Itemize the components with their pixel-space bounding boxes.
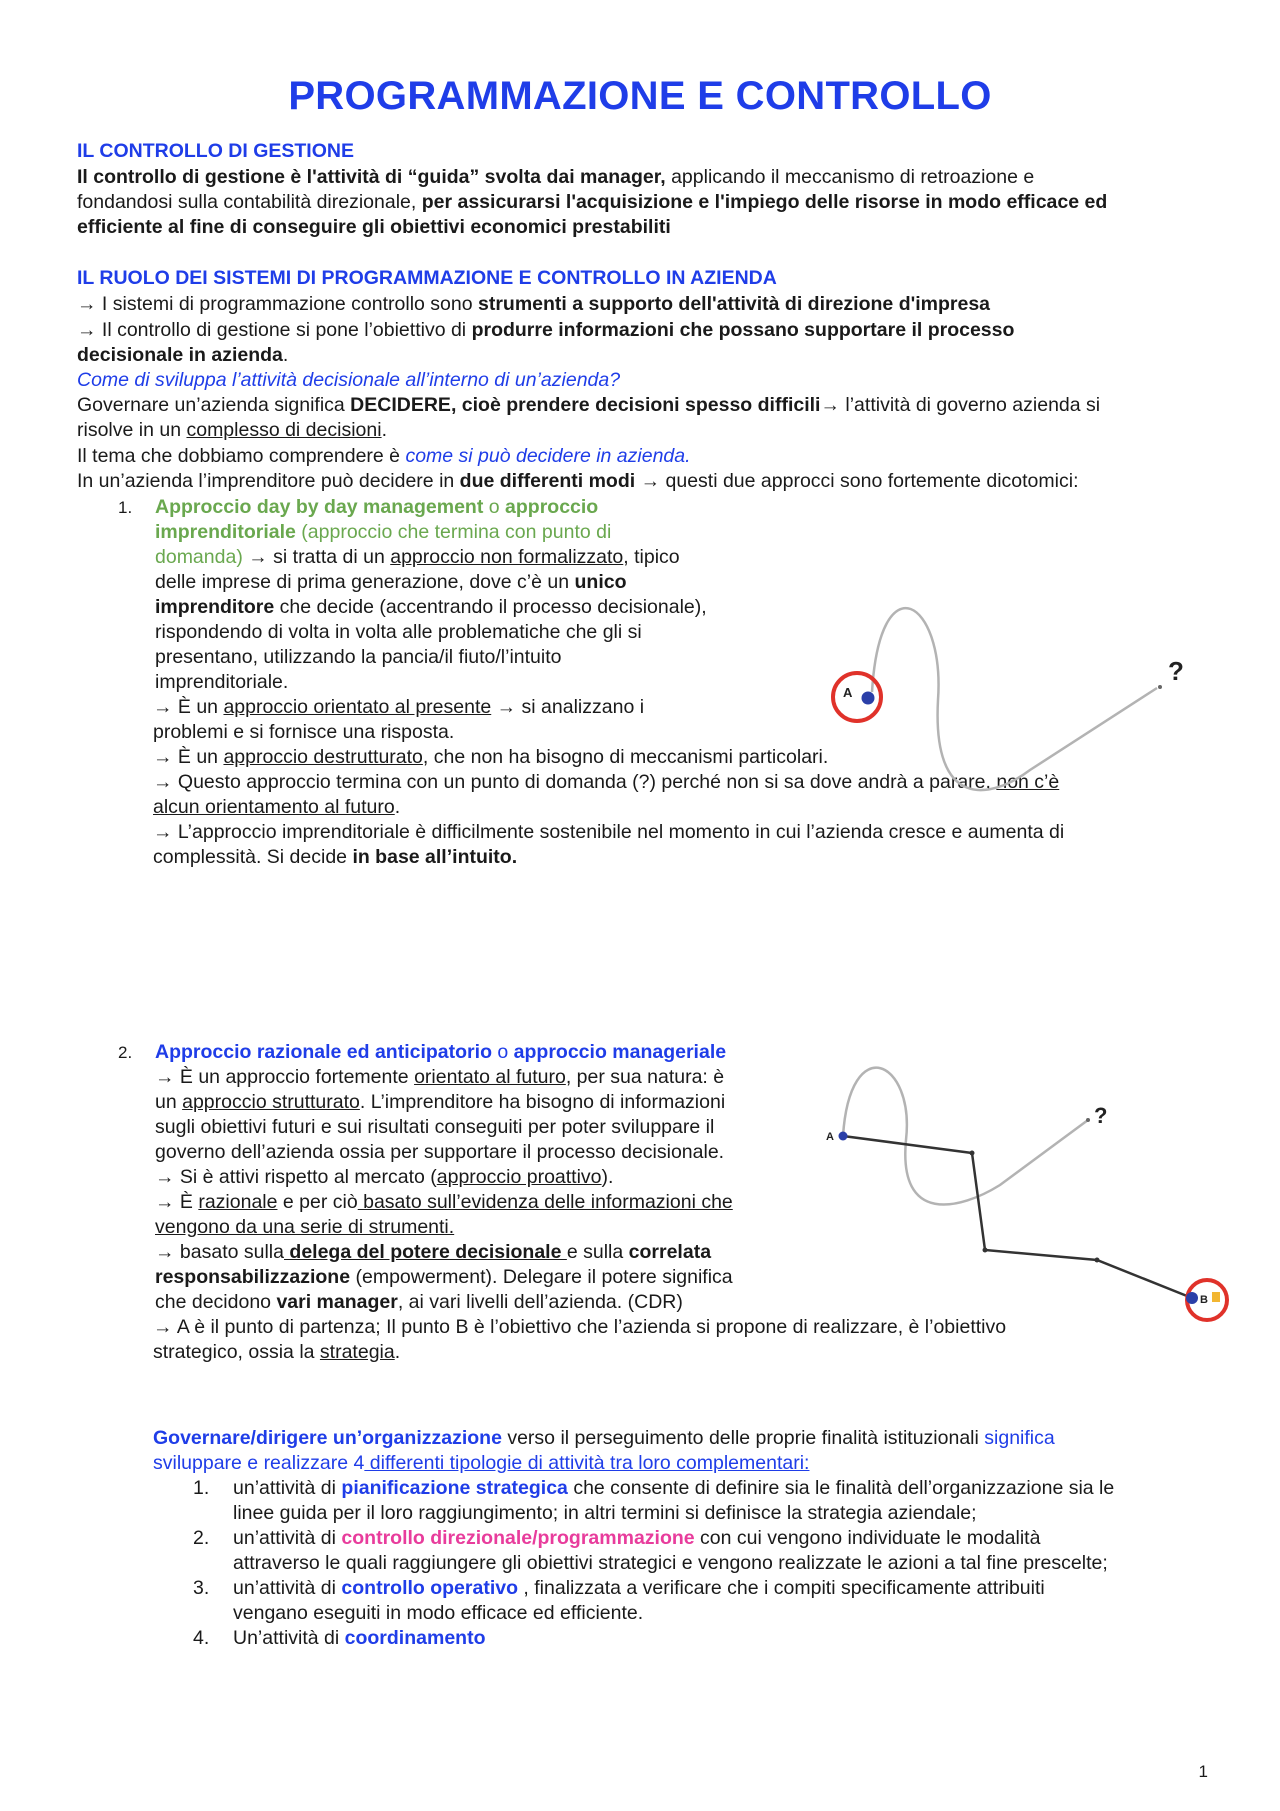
list-item: un’attività di controllo direzionale/programmazione con cui vengono individuate le modalità xyxy=(233,1527,1041,1549)
paragraph-line: complessità. Si decide in base all’intuito. xyxy=(153,846,518,868)
list-number: 1. xyxy=(118,498,133,517)
target-marker xyxy=(1212,1292,1220,1302)
approach2-title: Approccio razionale ed anticipatorio o approccio manageriale xyxy=(155,1041,727,1063)
paragraph-line: fondandosi sulla contabilità direzionale, per assicurarsi l'acquisizione e l'impiego delle risorse in modo efficace ed xyxy=(77,191,1108,213)
approach1-title: Approccio day by day management o approccio xyxy=(155,496,599,518)
paragraph-line: sviluppare e realizzare 4 differenti tipologie di attività tra loro complementari: xyxy=(153,1452,810,1474)
paragraph-line: imprenditoriale (approccio che termina con punto di xyxy=(155,521,612,543)
paragraph-line: Il controllo di gestione è l'attività di “guida” svolta dai manager, applicando il meccanismo di retroazione e xyxy=(77,166,1035,188)
list-item-cont: vengano eseguiti in modo efficace ed efficiente. xyxy=(233,1602,644,1624)
list-number: 2. xyxy=(118,1043,133,1062)
paragraph-line: → I sistemi di programmazione controllo sono strumenti a supporto dell'attività di direzione d'impresa xyxy=(77,293,991,315)
page-title: PROGRAMMAZIONE E CONTROLLO xyxy=(288,74,992,118)
paragraph-line: governo dell’azienda ossia per supportare il processo decisionale. xyxy=(155,1141,725,1163)
list-item-cont: linee guida per il loro raggiungimento; in altri termini si definisce la strategia aziendale; xyxy=(233,1502,977,1524)
paragraph-line: alcun orientamento al futuro. xyxy=(153,796,401,818)
diagram-approach1 xyxy=(820,600,1220,800)
list-number: 3. xyxy=(193,1577,210,1599)
paragraph-line: → L’approccio imprenditoriale è difficilmente sostenibile nel momento in cui l’azienda cresce e aumenta di xyxy=(153,821,1065,843)
paragraph-line: In un’azienda l’imprenditore può decidere in due differenti modi → questi due approcci sono fortemente dicotomici: xyxy=(77,470,1079,492)
question-mark-label: ? xyxy=(1094,1103,1108,1128)
list-item-cont: attraverso le quali raggiungere gli obiettivi strategici e vengono realizzate le azioni a tal fine prescelte; xyxy=(233,1552,1108,1574)
start-point-dot xyxy=(862,692,875,705)
path-node xyxy=(1095,1258,1100,1263)
paragraph-line: → basato sulla delega del potere decisionale e sulla correlata xyxy=(155,1241,712,1263)
paragraph-line: → Si è attivi rispetto al mercato (approccio proattivo). xyxy=(155,1166,614,1188)
paragraph-line: delle imprese di prima generazione, dove c’è un unico xyxy=(155,571,627,593)
paragraph-line: strategico, ossia la strategia. xyxy=(153,1341,401,1363)
list-number: 4. xyxy=(193,1627,210,1649)
paragraph-line: → Il controllo di gestione si pone l’obiettivo di produrre informazioni che possano supportare il processo xyxy=(77,319,1015,341)
list-number: 2. xyxy=(193,1527,210,1549)
point-b-label: B xyxy=(1200,1294,1208,1306)
intuition-curve xyxy=(872,608,1157,790)
end-dot xyxy=(1158,685,1162,689)
rational-path xyxy=(843,1136,1192,1298)
point-a-label: A xyxy=(843,685,853,700)
paragraph-line: che decidono vari manager, ai vari livelli dell’azienda. (CDR) xyxy=(155,1291,683,1313)
paragraph-line: imprenditore che decide (accentrando il processo decisionale), xyxy=(155,596,707,618)
paragraph-line: → È razionale e per ciò basato sull’evidenza delle informazioni che xyxy=(155,1191,733,1213)
italic-question: Come di sviluppa l’attività decisionale all’interno di un’azienda? xyxy=(77,369,621,391)
section-heading-controllo: IL CONTROLLO DI GESTIONE xyxy=(77,140,354,162)
paragraph-line: efficiente al fine di conseguire gli obiettivi economici prestabiliti xyxy=(77,216,671,238)
list-number: 1. xyxy=(193,1477,210,1499)
paragraph-line: → È un approccio fortemente orientato al futuro, per sua natura: è xyxy=(155,1066,725,1088)
paragraph-line: problemi e si fornisce una risposta. xyxy=(153,721,455,743)
paragraph-line: vengono da una serie di strumenti. xyxy=(155,1216,455,1238)
diagram-approach2 xyxy=(810,1045,1250,1335)
paragraph-line: domanda) → si tratta di un approccio non formalizzato, tipico xyxy=(155,546,680,568)
paragraph-line: decisionale in azienda. xyxy=(77,344,289,366)
intuition-curve xyxy=(843,1068,1088,1205)
end-dot xyxy=(1086,1118,1090,1122)
paragraph-line: un approccio strutturato. L’imprenditore ha bisogno di informazioni xyxy=(155,1091,726,1113)
paragraph-line: responsabilizzazione (empowerment). Delegare il potere significa xyxy=(155,1266,733,1288)
paragraph-line: → È un approccio destrutturato, che non ha bisogno di meccanismi particolari. xyxy=(153,746,829,768)
paragraph-line: Il tema che dobbiamo comprendere è come si può decidere in azienda. xyxy=(77,445,691,467)
paragraph-line: → Questo approccio termina con un punto di domanda (?) perché non si sa dove andrà a parare, non c’è xyxy=(153,771,1060,793)
paragraph-line: → È un approccio orientato al presente → si analizzano i xyxy=(153,696,645,718)
path-node xyxy=(983,1248,988,1253)
list-item: un’attività di controllo operativo , finalizzata a verificare che i compiti specificamente attribuiti xyxy=(233,1577,1045,1599)
paragraph-line: presentano, utilizzando la pancia/il fiuto/l’intuito xyxy=(155,646,562,668)
start-point-dot xyxy=(839,1132,848,1141)
paragraph-line: Governare/dirigere un’organizzazione verso il perseguimento delle proprie finalità istituzionali significa xyxy=(153,1427,1055,1449)
point-a-label: A xyxy=(826,1131,834,1143)
question-mark-label: ? xyxy=(1168,656,1184,686)
paragraph-line: risolve in un complesso di decisioni. xyxy=(77,419,387,441)
paragraph-line: Governare un’azienda significa DECIDERE, cioè prendere decisioni spesso difficili→ l’attività di governo azienda si xyxy=(77,394,1101,416)
paragraph-line: → A è il punto di partenza; Il punto B è l’obiettivo che l’azienda si propone di realizzare, è l’obiettivo xyxy=(153,1316,1007,1338)
path-node xyxy=(970,1151,975,1156)
page-number: 1 xyxy=(1198,1762,1208,1781)
target-dot xyxy=(1186,1292,1198,1304)
paragraph-line: sugli obiettivi futuri e sui risultati conseguiti per poter sviluppare il xyxy=(155,1116,715,1138)
list-item: Un’attività di coordinamento xyxy=(233,1627,486,1649)
paragraph-line: imprenditoriale. xyxy=(155,671,289,693)
section-heading-ruolo: IL RUOLO DEI SISTEMI DI PROGRAMMAZIONE E CONTROLLO IN AZIENDA xyxy=(77,267,777,289)
paragraph-line: rispondendo di volta in volta alle problematiche che gli si xyxy=(155,621,642,643)
list-item: un’attività di pianificazione strategica che consente di definire sia le finalità dell’organizzazione sia le xyxy=(233,1477,1115,1499)
